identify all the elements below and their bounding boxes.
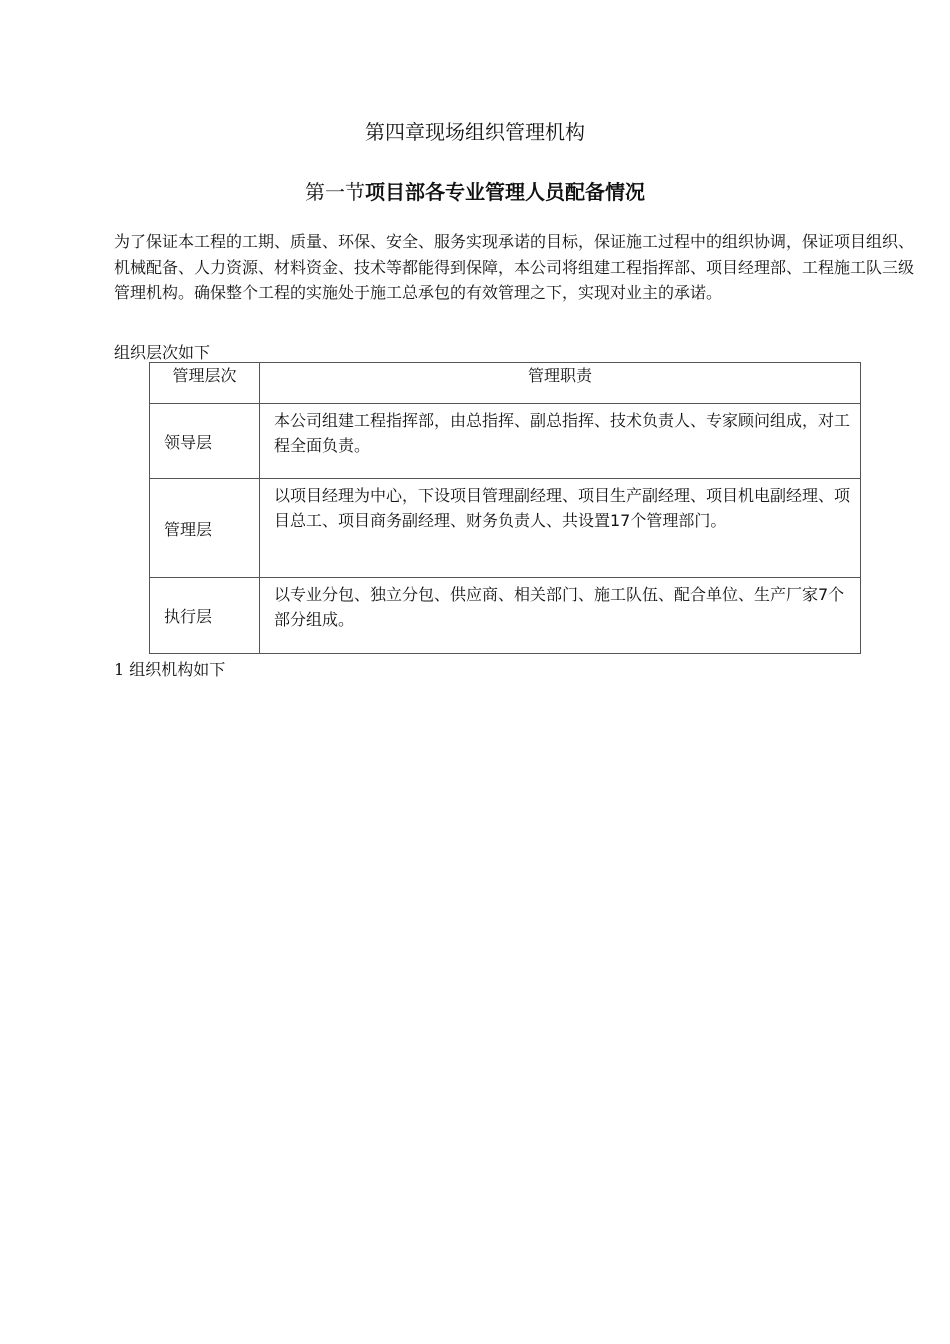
note-text: 组织机构如下	[129, 660, 226, 679]
table-row	[150, 404, 861, 479]
section-heading: 项目部各专业管理人员配备情况	[365, 180, 645, 204]
note-number: 1	[114, 660, 125, 679]
table-row	[150, 479, 861, 578]
duty-cell: 本公司组建工程指挥部，由总指挥、副总指挥、技术负责人、专家顾问组成，对工程全面负责。	[260, 404, 861, 479]
table-caption: 组织层次如下	[114, 343, 211, 362]
section-prefix: 第一节	[305, 180, 365, 204]
header-level: 管理层次	[150, 363, 260, 404]
table-row	[150, 578, 861, 654]
org-level-table	[149, 362, 861, 654]
level-cell: 领导层	[150, 404, 260, 479]
level-cell: 执行层	[150, 578, 260, 654]
level-cell: 管理层	[150, 479, 260, 578]
duty-cell: 以项目经理为中心，下设项目管理副经理、项目生产副经理、项目机电副经理、项目总工、项目商务副经理、财务负责人、共设置17个管理部门。	[260, 479, 861, 578]
intro-paragraph: 为了保证本工程的工期、质量、环保、安全、服务实现承诺的目标，保证施工过程中的组织协调，保证项目组织、机械配备、人力资源、材料资金、技术等都能得到保障，本公司将组建工程指挥部、项目经理部、工程施工队三级管理机构。确保整个工程的实施处于施工总承包的有效管理之下，实现对业主的承诺。	[114, 232, 915, 302]
section-title	[0, 176, 950, 205]
duty-cell: 以专业分包、独立分包、供应商、相关部门、施工队伍、配合单位、生产厂家7个部分组成。	[260, 578, 861, 654]
header-duty: 管理职责	[260, 363, 861, 404]
org-structure-note	[114, 658, 225, 682]
table-header-row	[150, 363, 861, 404]
chapter-title: 第四章现场组织管理机构	[365, 120, 585, 144]
